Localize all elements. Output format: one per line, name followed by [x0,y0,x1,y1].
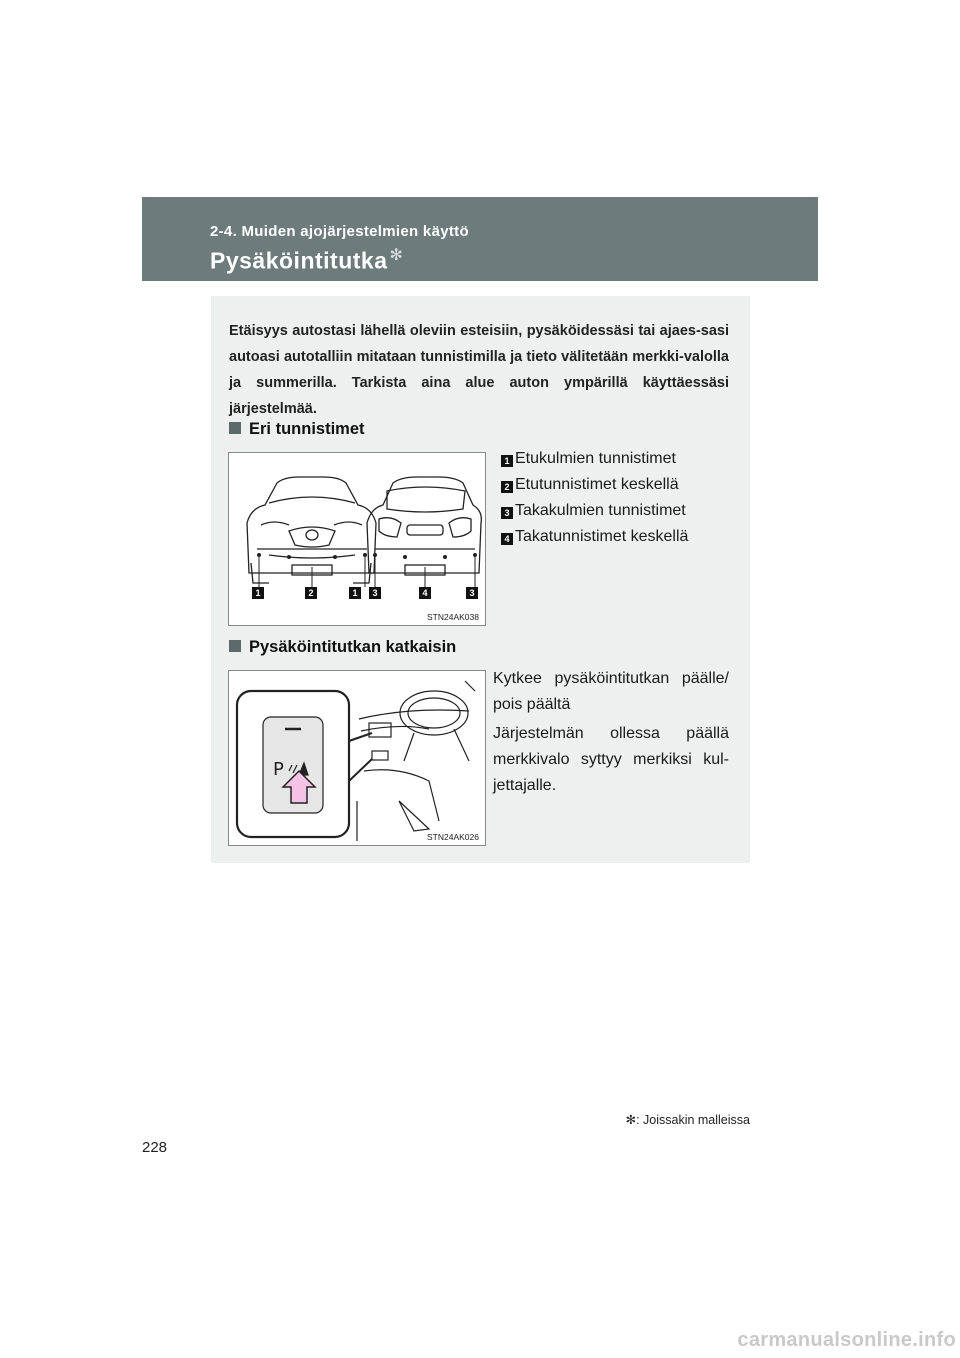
callout-3: 3 [466,587,478,599]
switch-description: Kytkee pysäköintitutkan päälle/ pois päältä [493,670,729,713]
switch-heading [229,638,456,657]
parking-switch-illustration [229,671,485,845]
figure-callouts [229,587,485,601]
callout-3: 3 [369,587,381,599]
square-bullet-icon [229,640,241,652]
list-item [501,472,688,498]
section-label: 2-4. Muiden ajojärjestelmien käyttö [210,223,469,240]
section-header [142,197,818,281]
list-item [501,524,688,550]
list-item [501,446,688,472]
callout-2: 2 [305,587,317,599]
asterisk-icon: ✻ [389,247,404,264]
legend-number: 4 [501,533,513,545]
legend-number: 2 [501,481,513,493]
page-number: 228 [142,1139,168,1156]
sensors-heading [229,420,365,439]
page-title-text: Pysäköintitutka [210,247,388,274]
footnote-text: : Joissakin malleissa [636,1113,750,1127]
list-item [501,498,688,524]
content-panel [211,296,750,863]
sensor-figure [228,452,486,626]
parking-p-glyph: P [273,759,284,780]
legend-number: 1 [501,455,513,467]
figure-code: STN24AK038 [427,612,479,622]
footnote [626,1112,750,1127]
page-title [210,245,403,275]
callout-1: 1 [252,587,264,599]
square-bullet-icon [229,422,241,434]
sensors-heading-text: Eri tunnistimet [249,420,365,438]
legend-label: Etukulmien tunnistimet [515,450,676,467]
callout-4: 4 [419,587,431,599]
sensor-legend [501,446,688,550]
asterisk-icon: ✻ [625,1113,637,1127]
switch-indicator-description: Järjestelmän ollessa päällä merkkivalo syttyy merkiksi kul-jettajalle. [493,725,729,794]
callout-1: 1 [349,587,361,599]
switch-heading-text: Pysäköintitutkan katkaisin [249,638,457,656]
legend-label: Takakulmien tunnistimet [515,502,686,519]
legend-number: 3 [501,507,513,519]
legend-label: Takatunnistimet keskellä [515,528,689,545]
figure-code: STN24AK026 [427,832,479,842]
watermark[interactable]: carmanualsonline.info [737,1329,956,1351]
switch-figure [228,670,486,846]
intro-text: Etäisyys autostasi lähellä oleviin esteisiin, pysäköidessäsi tai ajaes-sasi autoasi autotalliin mitataan tunnistimilla ja tieto välitetään merkki-valolla ja summerilla. Tarkista aina alue auton ympärillä käyttäessäsi järjestelmää. [229,323,729,417]
legend-label: Etutunnistimet keskellä [515,476,679,493]
